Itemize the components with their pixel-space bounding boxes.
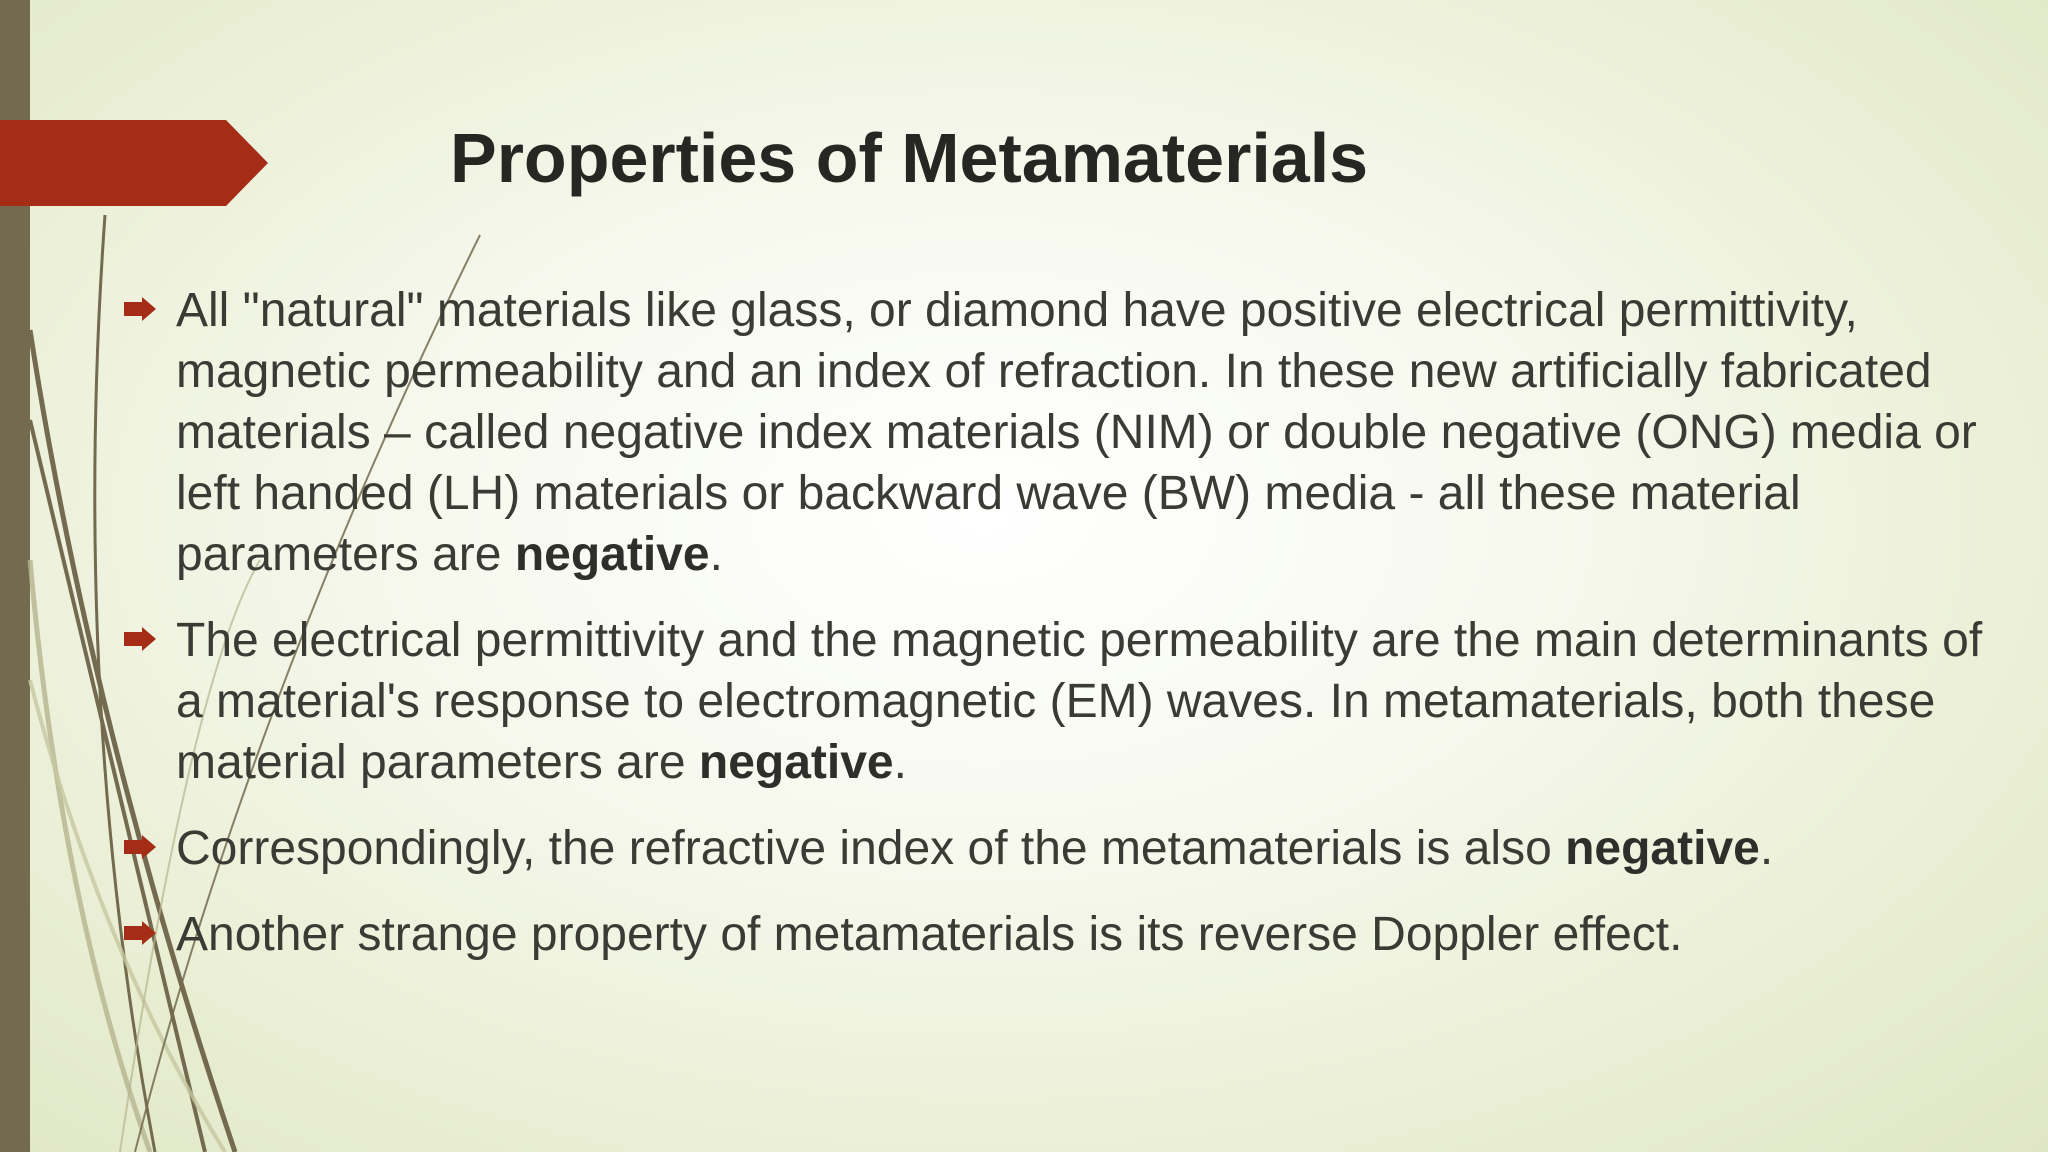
bullet-emphasis: negative xyxy=(514,528,710,581)
bullet-emphasis: negative xyxy=(698,736,894,789)
bullet-item xyxy=(120,610,2020,793)
bullet-item xyxy=(120,904,2020,965)
bullet-text: Another strange property of metamaterials is its reverse Doppler effect. xyxy=(176,908,1683,961)
arrow-bullet-icon xyxy=(122,835,158,859)
bullet-tail: . xyxy=(893,736,907,789)
arrow-bullet-icon xyxy=(122,921,158,945)
bullet-emphasis: negative xyxy=(1565,822,1760,875)
bullet-tail: . xyxy=(709,528,723,581)
arrow-bullet-icon xyxy=(122,627,158,651)
bullet-text: The electrical permittivity and the magnetic permeability are the main determinants of a material's response to electromagnetic (EM) waves. In metamaterials, both these material parameters are xyxy=(176,614,1983,789)
bullet-item xyxy=(120,280,2020,585)
bullet-tail: . xyxy=(1759,822,1774,875)
bullet-list xyxy=(120,280,2020,990)
bullet-text: All "natural" materials like glass, or diamond have positive electrical permittivity, magnetic permeability and an index of refraction. In these new artificially fabricated materials – called negative index materials (NIM) or double negative (ONG) media or left handed (LH) materials or backward wave (BW) media - all these material parameters are xyxy=(176,284,1977,581)
slide-title: Properties of Metamaterials xyxy=(450,119,1369,197)
arrow-bullet-icon xyxy=(122,297,158,321)
bullet-text: Correspondingly, the refractive index of the metamaterials is also xyxy=(176,822,1566,875)
bullet-item xyxy=(120,818,2020,879)
title-accent-arrow xyxy=(0,120,268,206)
